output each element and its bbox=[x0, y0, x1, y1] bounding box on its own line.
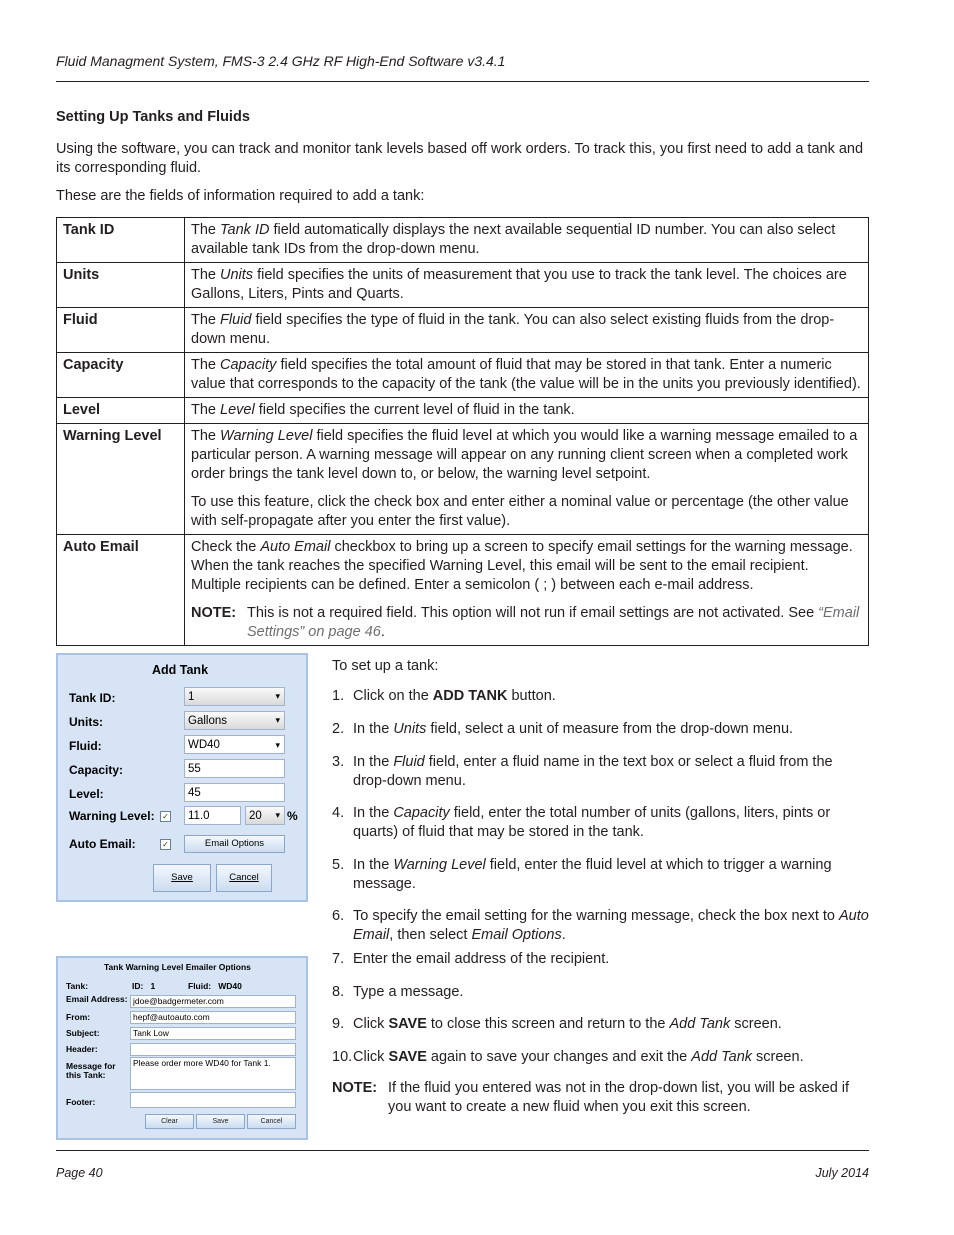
field-description: The Units field specifies the units of measurement that you use to track the tank level. The choices are Gallons, Liters, Pints and Quarts. bbox=[185, 263, 869, 308]
subject-input[interactable]: Tank Low bbox=[130, 1027, 296, 1040]
footer-date: July 2014 bbox=[815, 1166, 869, 1180]
header-input[interactable] bbox=[130, 1043, 296, 1056]
auto-email-checkbox[interactable]: ✓ bbox=[160, 839, 171, 850]
field-extra: To use this feature, click the check box and enter either a nominal value or percentage (the other value with self-propagate after you enter the first value). bbox=[191, 494, 849, 529]
email-address-input[interactable]: jdoe@badgermeter.com bbox=[130, 995, 296, 1008]
table-row bbox=[57, 218, 869, 263]
list-item: 9. Click SAVE to close this screen and return to the Add Tank screen. bbox=[332, 1016, 782, 1032]
chevron-down-icon: ▾ bbox=[275, 715, 280, 725]
note-label: NOTE: bbox=[191, 605, 237, 621]
table-row bbox=[57, 398, 869, 424]
from-label: From: bbox=[66, 1012, 91, 1022]
level-label: Level: bbox=[69, 787, 104, 801]
id-label: ID: 1 bbox=[132, 981, 156, 991]
capacity-input[interactable]: 55 bbox=[184, 759, 285, 778]
from-input[interactable]: hepf@autoauto.com bbox=[130, 1011, 296, 1024]
chevron-down-icon: ▾ bbox=[275, 691, 280, 701]
field-key: Auto Email bbox=[57, 535, 185, 646]
warning-percent-select[interactable]: 20 ▾ bbox=[245, 806, 285, 825]
steps-intro: To set up a tank: bbox=[332, 658, 439, 674]
table-row bbox=[57, 535, 869, 646]
level-input[interactable]: 45 bbox=[184, 783, 285, 802]
warning-value-input[interactable]: 11.0 bbox=[184, 806, 241, 825]
tank-label: Tank: bbox=[66, 981, 89, 991]
field-description: The Warning Level field specifies the fluid level at which you would like a warning message emailed to a particular person. A warning message will appear on any running client screen when a completed work order brings the tank level down to, or below, the warning level setpoint. To use this feature, click the check box and enter either a nominal value or percentage (the other value with self-propagate after you enter the first value). bbox=[185, 424, 869, 535]
table-row bbox=[57, 424, 869, 535]
field-key: Fluid bbox=[57, 308, 185, 353]
dialog-title: Add Tank bbox=[152, 663, 209, 677]
header-rule bbox=[56, 81, 869, 82]
percent-sign: % bbox=[287, 809, 298, 823]
list-item: 8. Type a message. bbox=[332, 984, 464, 1000]
message-textarea[interactable]: Please order more WD40 for Tank 1. bbox=[130, 1057, 296, 1090]
table-row bbox=[57, 308, 869, 353]
field-key: Tank ID bbox=[57, 218, 185, 263]
field-description: The Level field specifies the current level of fluid in the tank. bbox=[185, 398, 869, 424]
list-item: 5. In the Warning Level field, enter the fluid level at which to trigger a warning message. bbox=[332, 857, 832, 892]
field-description: The Tank ID field automatically displays the next available sequential ID number. You can also select available tank IDs from the drop-down menu. bbox=[185, 218, 869, 263]
list-item: 10. Click SAVE again to save your changes and exit the Add Tank screen. bbox=[332, 1049, 804, 1065]
tank-id-label: Tank ID: bbox=[69, 691, 116, 705]
running-header: Fluid Managment System, FMS-3 2.4 GHz RF High-End Software v3.4.1 bbox=[56, 53, 506, 69]
intro-paragraph: Using the software, you can track and monitor tank levels based off work orders. To track this, you first need to add a tank and its corresponding fluid. bbox=[56, 141, 864, 176]
emailer-cancel-button[interactable]: Cancel bbox=[247, 1114, 296, 1129]
auto-email-label: Auto Email: bbox=[69, 837, 136, 851]
footer-label: Footer: bbox=[66, 1097, 96, 1107]
note-text: This is not a required field. This option will not run if email settings are not activated. See “Email Settings” on page 46. bbox=[247, 605, 860, 640]
list-item: 3. In the Fluid field, enter a fluid name in the text box or select a fluid from the drop-down menu. bbox=[332, 754, 833, 789]
fluid-combo[interactable]: WD40 ▾ bbox=[184, 735, 285, 754]
emailer-save-button[interactable]: Save bbox=[196, 1114, 245, 1129]
note-label: NOTE: bbox=[332, 1080, 378, 1096]
email-address-label: Email Address: bbox=[66, 994, 128, 1004]
clear-button[interactable]: Clear bbox=[145, 1114, 194, 1129]
field-description: The Capacity field specifies the total amount of fluid that may be stored in that tank. Enter a numeric value that corresponds to the capacity of the tank (the value will be in the units you previously identified). bbox=[185, 353, 869, 398]
email-settings-link[interactable]: “Email Settings” on page 46 bbox=[247, 605, 860, 640]
fluid-label: Fluid: bbox=[69, 739, 102, 753]
table-row bbox=[57, 263, 869, 308]
message-label: Message for this Tank: bbox=[66, 1061, 116, 1080]
emailer-dialog-title: Tank Warning Level Emailer Options bbox=[104, 962, 251, 972]
footer-rule bbox=[56, 1150, 869, 1151]
chevron-down-icon: ▾ bbox=[275, 740, 280, 750]
field-key: Level bbox=[57, 398, 185, 424]
email-options-button[interactable]: Email Options bbox=[184, 835, 285, 853]
subject-label: Subject: bbox=[66, 1028, 100, 1038]
list-item: 1. Click on the ADD TANK button. bbox=[332, 688, 556, 704]
warning-level-label: Warning Level: bbox=[69, 809, 155, 823]
note-text: If the fluid you entered was not in the drop-down list, you will be asked if you want to create a new fluid when you exit this screen. bbox=[388, 1080, 850, 1115]
list-item: 7. Enter the email address of the recipient. bbox=[332, 951, 610, 967]
field-key: Units bbox=[57, 263, 185, 308]
field-description: The Fluid field specifies the type of fluid in the tank. You can also select existing fluids from the drop-down menu. bbox=[185, 308, 869, 353]
cancel-button[interactable]: Cancel bbox=[216, 864, 272, 892]
list-item: 6. To specify the email setting for the warning message, check the box next to Auto Email, then select Email Options. bbox=[332, 908, 869, 943]
units-label: Units: bbox=[69, 715, 103, 729]
list-item: 4. In the Capacity field, enter the total number of units (gallons, liters, pints or quarts) of fluid that may be stored in the tank. bbox=[332, 805, 831, 840]
page-number: Page 40 bbox=[56, 1166, 103, 1180]
note bbox=[191, 604, 862, 642]
chevron-down-icon: ▾ bbox=[275, 810, 280, 820]
section-title: Setting Up Tanks and Fluids bbox=[56, 109, 250, 125]
save-button[interactable]: Save bbox=[153, 864, 211, 892]
header-label: Header: bbox=[66, 1044, 98, 1054]
table-row bbox=[57, 353, 869, 398]
final-note bbox=[332, 1079, 869, 1117]
field-key: Warning Level bbox=[57, 424, 185, 535]
tank-id-select[interactable]: 1 ▾ bbox=[184, 687, 285, 706]
fields-table bbox=[56, 217, 869, 646]
units-select[interactable]: Gallons ▾ bbox=[184, 711, 285, 730]
fluid-label: Fluid: WD40 bbox=[188, 981, 242, 991]
capacity-label: Capacity: bbox=[69, 763, 124, 777]
field-description: Check the Auto Email checkbox to bring up a screen to specify email settings for the warning message. When the tank reaches the specified Warning Level, this email will be sent to the email recipient. Multiple recipients can be defined. Enter a semicolon ( ; ) between each e-mail address. NOTE: This is not a required field. This option will not run if email settings are not activated. See “Email Settings” on page 46. bbox=[185, 535, 869, 646]
list-item: 2. In the Units field, select a unit of measure from the drop-down menu. bbox=[332, 721, 794, 737]
fields-intro: These are the fields of information required to add a tank: bbox=[56, 188, 425, 204]
footer-input[interactable] bbox=[130, 1092, 296, 1108]
warning-level-checkbox[interactable]: ✓ bbox=[160, 811, 171, 822]
field-key: Capacity bbox=[57, 353, 185, 398]
